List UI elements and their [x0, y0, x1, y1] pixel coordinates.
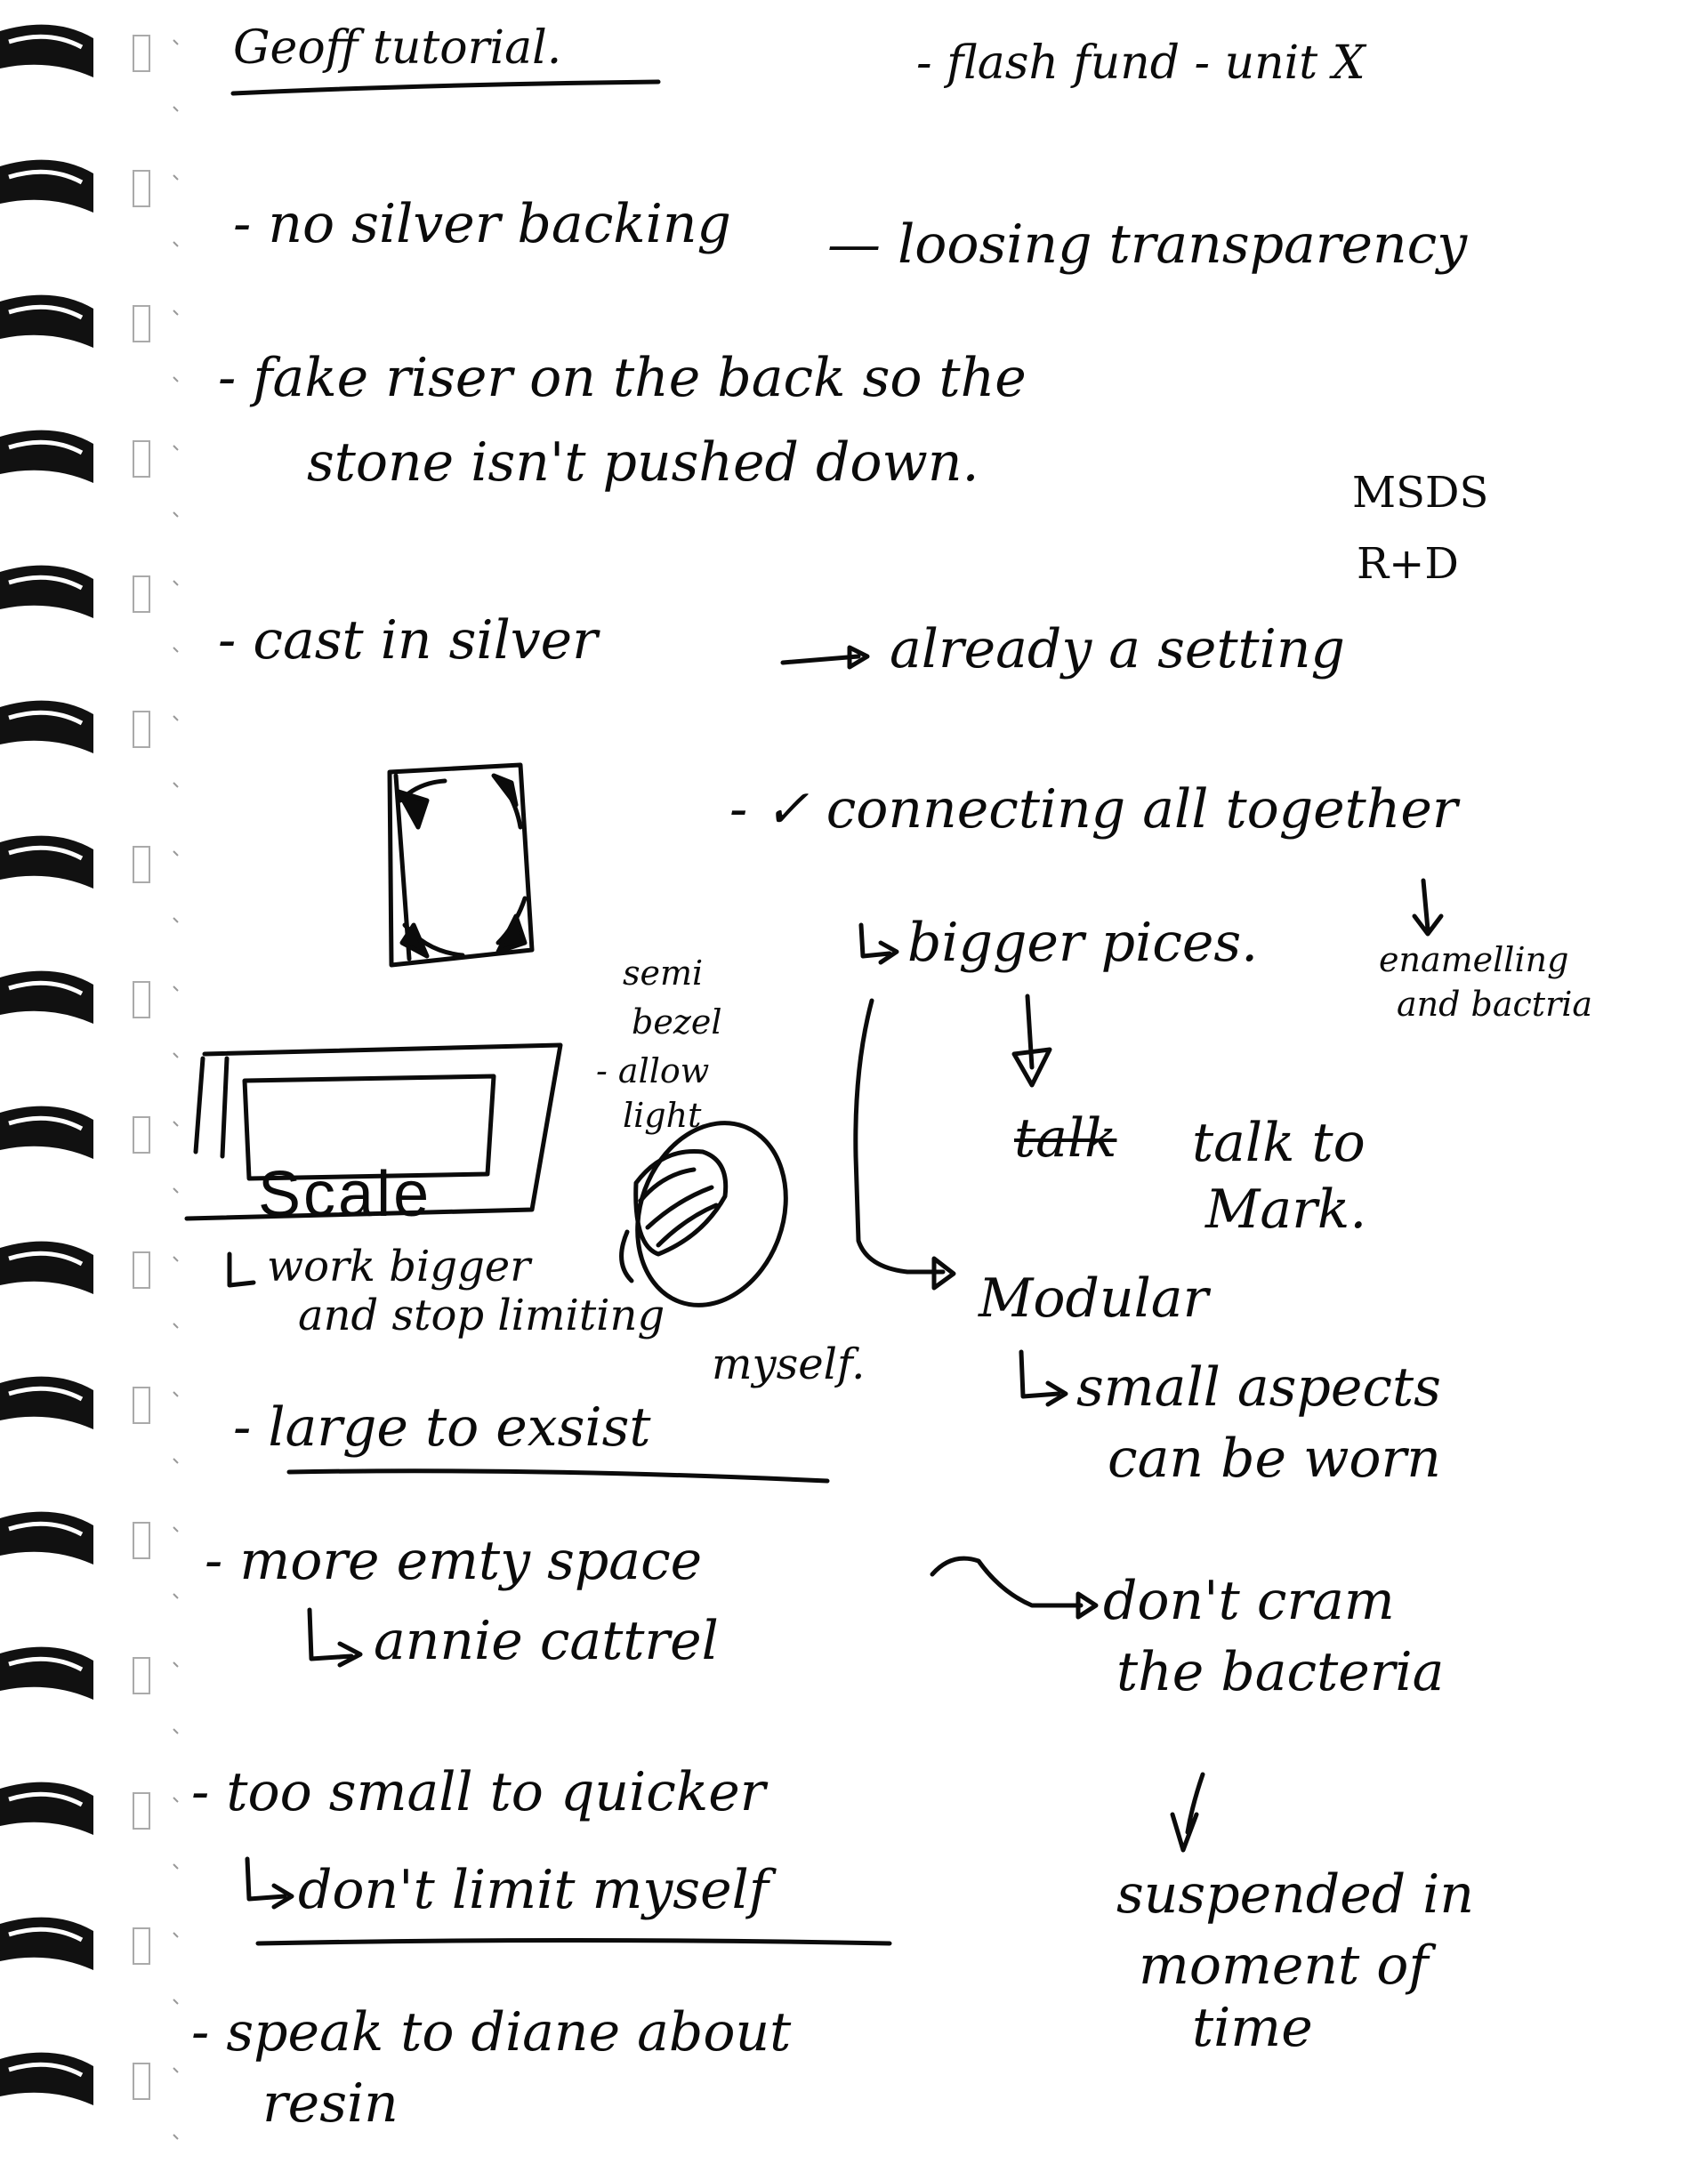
note-semi-3: - allow	[596, 1051, 710, 1090]
note-empty-space: - more emty space	[205, 1530, 703, 1592]
note-silver-backing: - no silver backing	[233, 193, 731, 255]
note-riser-line2: stone isn't pushed down.	[307, 431, 979, 494]
note-cram-1: don't cram	[1103, 1570, 1395, 1632]
page-title: Geoff tutorial.	[233, 21, 562, 75]
gemstone-sketch	[390, 765, 532, 965]
note-cast: - cast in silver	[218, 609, 598, 672]
note-work-2: and stop limiting	[298, 1291, 665, 1340]
note-semi-1: semi	[623, 953, 704, 993]
note-annie: annie cattrel	[374, 1610, 719, 1672]
note-semi-4: light	[623, 1096, 702, 1135]
header-right-note: - flash fund - unit X	[916, 36, 1366, 90]
note-cram-2: the bacteria	[1116, 1641, 1445, 1703]
note-transparency: — loosing transparency	[827, 213, 1468, 276]
note-talk-1: talk to	[1192, 1112, 1366, 1174]
note-semi-2: bezel	[632, 1002, 722, 1042]
note-modular: Modular	[979, 1267, 1209, 1330]
note-small-1: small aspects	[1076, 1356, 1441, 1419]
cast-arrow	[783, 656, 858, 663]
note-connecting: - ✓ connecting all together	[729, 778, 1458, 841]
note-speak-1: - speak to diane about	[191, 2001, 792, 2063]
note-dont-limit: don't limit myself	[298, 1859, 769, 1921]
note-speak-2: resin	[262, 2072, 399, 2135]
note-work-1: work bigger	[267, 1242, 531, 1291]
annie-l-arrow	[310, 1610, 360, 1665]
note-small-2: can be worn	[1108, 1428, 1441, 1490]
limit-underline	[258, 1941, 890, 1944]
small-l-arrow	[1021, 1352, 1066, 1404]
scale-label: Scale	[258, 1159, 432, 1230]
bigger-l-arrow	[861, 925, 897, 962]
note-enamelling-2: and bactria	[1397, 985, 1593, 1024]
note-suspended-2: moment of	[1139, 1935, 1429, 1997]
title-underline	[233, 82, 658, 93]
note-msds: MSDS	[1352, 468, 1489, 518]
suspended-arrow	[1172, 1774, 1203, 1850]
large-underline	[289, 1471, 827, 1481]
note-work-3: myself.	[712, 1339, 866, 1389]
note-setting: already a setting	[890, 618, 1345, 680]
bracket-line	[856, 1001, 943, 1272]
note-talk-2: Mark.	[1205, 1179, 1367, 1241]
note-suspended-3: time	[1192, 1997, 1313, 2059]
enamelling-arrow	[1414, 881, 1441, 934]
note-enamelling-1: enamelling	[1379, 940, 1569, 979]
cram-connector	[932, 1558, 1081, 1605]
work-l-arrow	[230, 1254, 254, 1285]
down-arrow	[1014, 996, 1050, 1085]
note-large: - large to exsist	[233, 1396, 651, 1459]
note-rd: R+D	[1357, 539, 1459, 589]
note-bigger: bigger pices.	[907, 912, 1259, 974]
limit-l-arrow	[247, 1859, 292, 1907]
note-suspended-1: suspended in	[1116, 1863, 1475, 1926]
note-riser-line1: - fake riser on the back so the	[218, 347, 1027, 409]
note-too-small: - too small to quicker	[191, 1761, 766, 1823]
note-talk-struck: talk	[1014, 1107, 1117, 1170]
